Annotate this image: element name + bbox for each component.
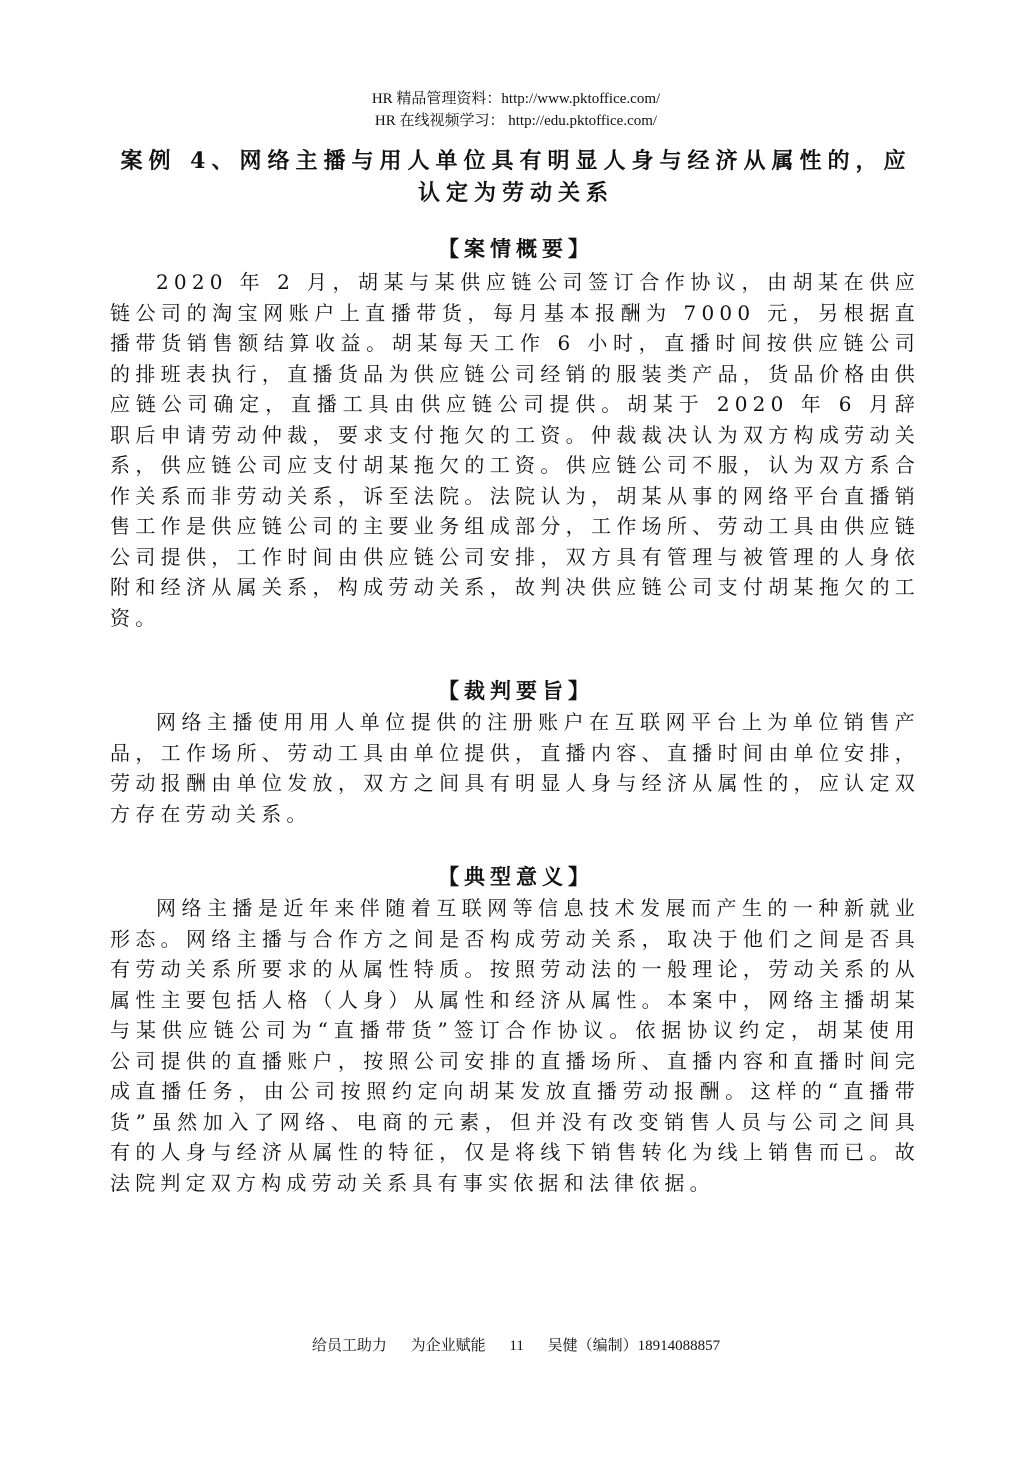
case-title: 案例 4、网络主播与用人单位具有明显人身与经济从属性的，应认定为劳动关系 [120, 148, 912, 206]
page-footer [0, 1336, 1032, 1356]
footer-slogan-left: 给员工助力 [311, 1338, 387, 1354]
section-heading-summary: 【案情概要】 [438, 236, 594, 261]
section-heading-ruling: 【裁判要旨】 [438, 678, 594, 703]
section-text-ruling: 网络主播使用用人单位提供的注册账户在互联网平台上为单位销售产品，工作场所、劳动工具由单位提供，直播内容、直播时间由单位安排，劳动报酬由单位发放，双方之间具有明显人身与经济从属性的，应认定双方存在劳动关系。 [110, 710, 920, 826]
footer-slogan-middle: 为企业赋能 [410, 1338, 486, 1354]
section-heading-significance: 【典型意义】 [438, 864, 594, 889]
footer-author: 吴健（编制）18914088857 [547, 1338, 721, 1354]
page-number: 11 [509, 1338, 524, 1354]
page-header [0, 88, 1032, 132]
section-text-significance: 网络主播是近年来伴随着互联网等信息技术发展而产生的一种新就业形态。网络主播与合作方之间是否构成劳动关系，取决于他们之间是否具有劳动关系所要求的从属性特质。按照劳动法的一般理论，劳动关系的从属性主要包括人格（人身）从属性和经济从属性。本案中，网络主播胡某与某供应链公司为“直播带货”签订合作协议。依据协议约定，胡某使用公司提供的直播账户，按照公司安排的直播场所、直播内容和直播时间完成直播任务，由公司按照约定向胡某发放直播劳动报酬。这样的“直播带货”虽然加入了网络、电商的元素，但并没有改变销售人员与公司之间具有的人身与经济从属性的特征，仅是将线下销售转化为线上销售而已。故法院判定双方构成劳动关系具有事实依据和法律依据。 [110, 896, 920, 1195]
header-line-2: HR 在线视频学习： http://edu.pktoffice.com/ [374, 113, 658, 129]
header-line-1: HR 精品管理资料：http://www.pktoffice.com/ [371, 91, 661, 107]
section-text-summary: 2020 年 2 月，胡某与某供应链公司签订合作协议，由胡某在供应链公司的淘宝网账户上直播带货，每月基本报酬为 7000 元，另根据直播带货销售额结算收益。胡某每天工作 6 小时，直播时间按供应链公司的排班表执行，直播货品为供应链公司经销的服装类产品，货品价格由供应链公司确定，直播工具由供应链公司提供。胡某于 2020 年 6 月辞职后申请劳动仲裁，要求支付拖欠的工资。仲裁裁决认为双方构成劳动关系，供应链公司应支付胡某拖欠的工资。供应链公司不服，认为双方系合作关系而非劳动关系，诉至法院。法院认为，胡某从事的网络平台直播销售工作是供应链公司的主要业务组成部分，工作场所、劳动工具由供应链公司提供，工作时间由供应链公司安排，双方具有管理与被管理的人身依附和经济从属关系，构成劳动关系，故判决供应链公司支付胡某拖欠的工资。 [110, 270, 920, 630]
